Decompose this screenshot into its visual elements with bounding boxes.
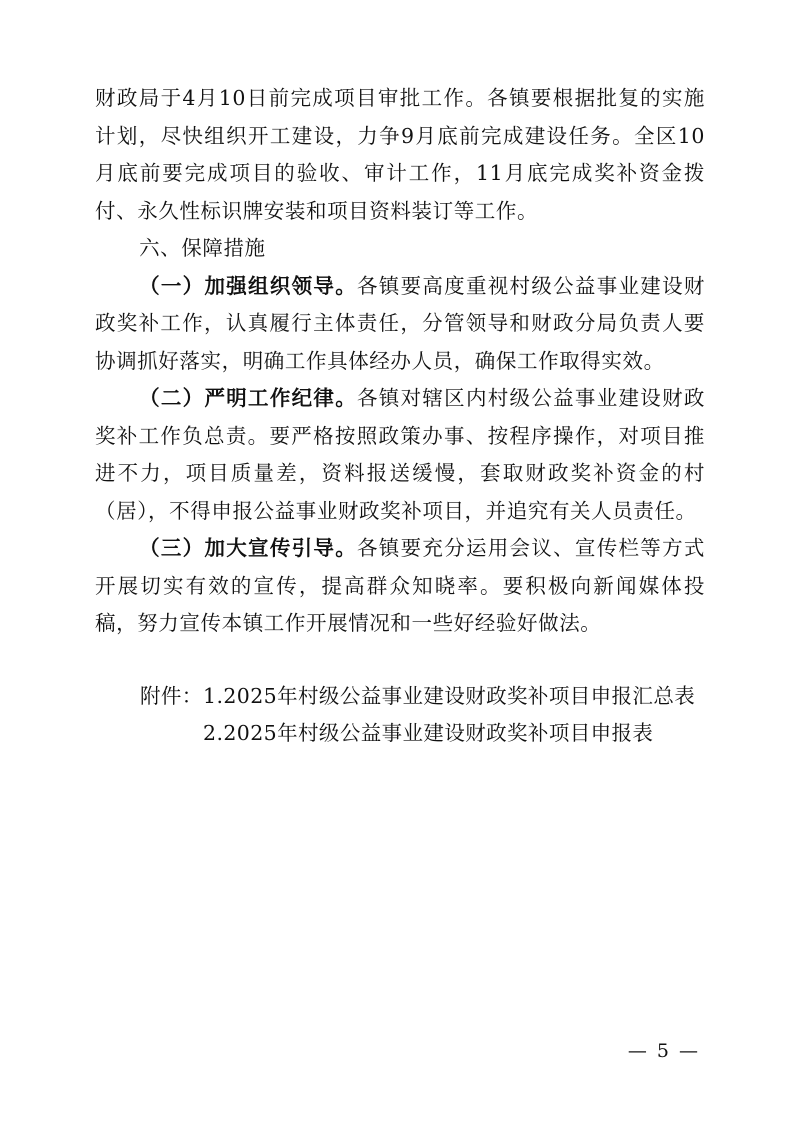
paragraph-publicity-guidance-text: 各镇要充分运用会议、宣传栏等方式开展切实有效的宣传，提高群众知晓率。要积极向新闻媒体投稿，努力宣传本镇工作开展情况和一些好经验好做法。 (95, 536, 705, 635)
paragraph-organization-leadership (95, 268, 705, 381)
paragraph-work-discipline (95, 380, 705, 530)
attachments-list (140, 678, 695, 752)
attachments-label: 附件： (140, 684, 203, 708)
attachments-label-spacer (140, 715, 203, 752)
paragraph-publicity-guidance (95, 530, 705, 643)
paragraph-organization-leadership-text: 各镇要高度重视村级公益事业建设财政奖补工作，认真履行主体责任，分管领导和财政分局负责人要协调抓好落实，明确工作具体经办人员，确保工作取得实效。 (95, 273, 705, 373)
document-body (95, 80, 705, 643)
attachment-item-2: 2.2025年村级公益事业建设财政奖补项目申报表 (203, 721, 654, 745)
attachment-row-1 (140, 678, 695, 715)
subheading-publicity-guidance: （三）加大宣传引导。 (139, 536, 357, 560)
subheading-work-discipline: （二）严明工作纪律。 (139, 386, 357, 410)
subheading-organization-leadership: （一）加强组织领导。 (139, 273, 357, 298)
paragraph-work-discipline-text: 各镇对辖区内村级公益事业建设财政奖补工作负总责。要严格按照政策办事、按程序操作，对项目推进不力，项目质量差，资料报送缓慢，套取财政奖补资金的村（居），不得申报公益事业财政奖补项目，并追究有关人员责任。 (95, 386, 705, 523)
attachment-item-1: 1.2025年村级公益事业建设财政奖补项目申报汇总表 (203, 684, 696, 708)
section-heading-safeguards: 六、保障措施 (139, 236, 266, 260)
attachment-row-2 (140, 715, 695, 752)
paragraph-approval-schedule: 财政局于4月10日前完成项目审批工作。各镇要根据批复的实施计划，尽快组织开工建设，力争9月底前完成建设任务。全区10月底前要完成项目的验收、审计工作，11月底完成奖补资金拨付、永久性标识牌安装和项目资料装订等工作。 (95, 86, 705, 223)
page-number: — 5 — (627, 1040, 700, 1062)
